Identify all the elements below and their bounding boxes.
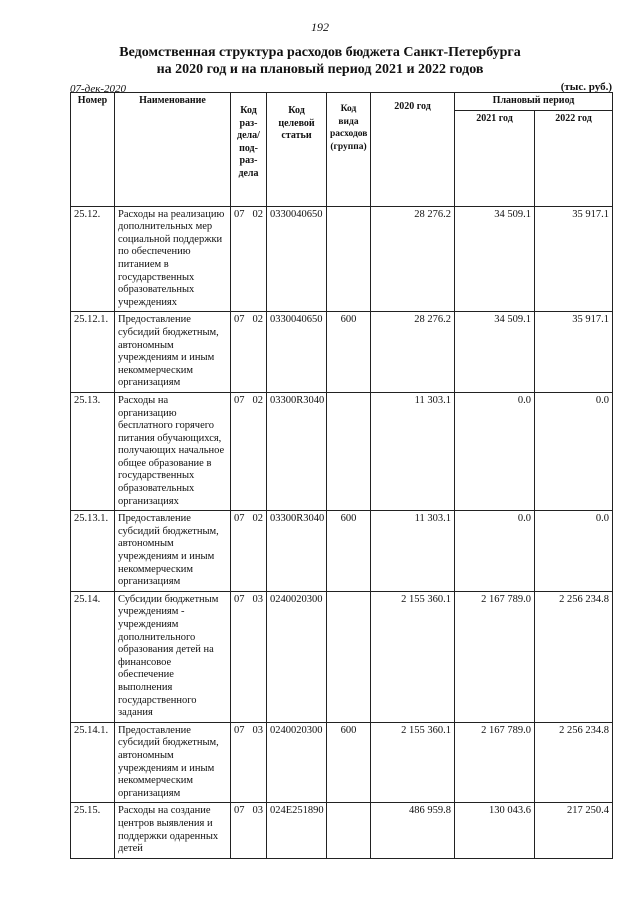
row-2022: 0.0 [535,511,613,592]
row-number: 25.14.1. [71,722,115,803]
row-number: 25.13. [71,392,115,510]
row-target-code: 0240020300 [267,722,327,803]
row-2020: 28 276.2 [371,312,455,393]
header-2020: 2020 год [371,93,455,207]
row-section-code: 07 [234,593,245,605]
row-section [231,392,267,510]
row-expense-type [327,392,371,510]
header-number: Номер [71,93,115,207]
row-2020: 486 959.8 [371,803,455,858]
row-section-code: 07 [234,724,245,736]
row-expense-type [327,803,371,858]
row-number: 25.13.1. [71,511,115,592]
table-row [71,312,613,393]
row-2020: 11 303.1 [371,511,455,592]
table-row [71,803,613,858]
row-section-code: 07 [234,513,245,525]
row-subsection-code: 02 [252,513,263,525]
row-target-code: 024E251890 [267,803,327,858]
row-subsection-code: 03 [252,805,263,817]
row-expense-type [327,206,371,312]
page-number: 192 [311,20,329,34]
row-2021: 2 167 789.0 [455,591,535,722]
row-expense-type: 600 [327,312,371,393]
row-subsection-code: 02 [252,314,263,326]
row-target-code: 0330040650 [267,206,327,312]
table-row [71,591,613,722]
row-name: Предоставление субсидий бюджетным, автономным учреждениям и иным некоммерческим организациям [115,511,231,592]
document-title [60,44,580,78]
row-expense-type: 600 [327,511,371,592]
row-2021: 130 043.6 [455,803,535,858]
row-section [231,206,267,312]
document-date: 07-дек-2020 [70,83,127,95]
row-2022: 0.0 [535,392,613,510]
table-row [71,392,613,510]
row-subsection-code: 03 [252,593,263,605]
row-section [231,722,267,803]
row-name: Предоставление субсидий бюджетным, автономным учреждениям и иным некоммерческим организациям [115,312,231,393]
table-row [71,722,613,803]
row-name: Расходы на организацию бесплатного горячего питания обучающихся, получающих начальное общее образование в государственных образовательных организациях [115,392,231,510]
title-line-1: Ведомственная структура расходов бюджета Санкт-Петербурга [119,45,521,60]
row-section-code: 07 [234,208,245,220]
row-name: Расходы на создание центров выявления и поддержки одаренных детей [115,803,231,858]
row-section-code: 07 [234,805,245,817]
header-expense-type: Код вида расходов (группа) [327,93,371,207]
row-number: 25.12.1. [71,312,115,393]
row-section-code: 07 [234,394,245,406]
row-section-code: 07 [234,314,245,326]
row-name: Предоставление субсидий бюджетным, автономным учреждениям и иным некоммерческим организациям [115,722,231,803]
row-name: Расходы на реализацию дополнительных мер социальной поддержки по обеспечению питанием в государственных образовательных учреждениях [115,206,231,312]
row-expense-type: 600 [327,722,371,803]
table-row [71,206,613,312]
row-subsection-code: 02 [252,208,263,220]
row-number: 25.14. [71,591,115,722]
header-name: Наименование [115,93,231,207]
row-section [231,312,267,393]
row-target-code: 03300R3040 [267,511,327,592]
row-2022: 35 917.1 [535,206,613,312]
row-2022: 2 256 234.8 [535,722,613,803]
header-target: Код целевой статьи [267,93,327,207]
row-number: 25.12. [71,206,115,312]
header-2022: 2022 год [535,110,613,206]
row-2021: 34 509.1 [455,312,535,393]
header-2021: 2021 год [455,110,535,206]
row-section [231,511,267,592]
units-label: (тыс. руб.) [560,81,612,93]
row-target-code: 0240020300 [267,591,327,722]
table-body [71,206,613,858]
row-2020: 2 155 360.1 [371,722,455,803]
row-subsection-code: 02 [252,394,263,406]
row-2022: 2 256 234.8 [535,591,613,722]
row-section [231,591,267,722]
row-2020: 28 276.2 [371,206,455,312]
row-2021: 0.0 [455,511,535,592]
row-2020: 11 303.1 [371,392,455,510]
budget-table [70,92,613,859]
row-expense-type [327,591,371,722]
row-2021: 2 167 789.0 [455,722,535,803]
row-2021: 34 509.1 [455,206,535,312]
row-subsection-code: 03 [252,724,263,736]
row-target-code: 03300R3040 [267,392,327,510]
row-2022: 35 917.1 [535,312,613,393]
row-section [231,803,267,858]
table-row [71,511,613,592]
row-number: 25.15. [71,803,115,858]
header-planned-period: Плановый период [455,93,613,111]
row-name: Субсидии бюджетным учреждениям - учреждениям дополнительного образования детей на финансовое обеспечение выполнения государственного задания [115,591,231,722]
row-2020: 2 155 360.1 [371,591,455,722]
row-target-code: 0330040650 [267,312,327,393]
row-2022: 217 250.4 [535,803,613,858]
row-2021: 0.0 [455,392,535,510]
header-section: Код раз-дела/ под-раз-дела [231,93,267,207]
title-line-2: на 2020 год и на плановый период 2021 и 2022 годов [156,62,484,77]
